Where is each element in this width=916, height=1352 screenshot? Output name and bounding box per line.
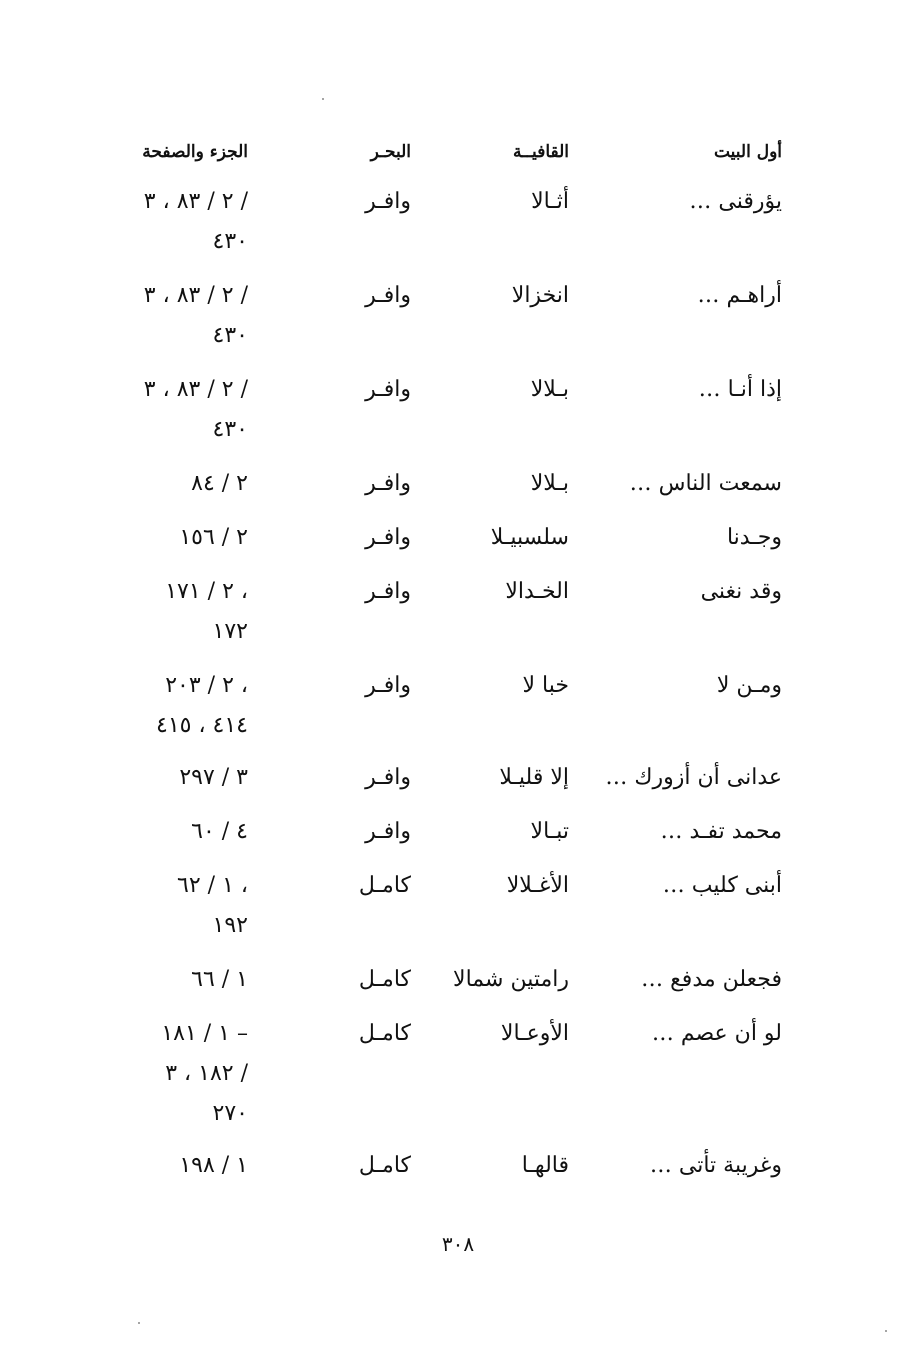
scan-speck — [322, 98, 324, 100]
row-ref: ٢ / ٨٣ ، ٣ / ٤٣٠ — [143, 189, 248, 254]
page-number: ٣٠٨ — [441, 1232, 475, 1256]
table-row — [0, 1146, 916, 1200]
row-rhyme: الأوعـالا — [500, 1021, 569, 1046]
row-meter: وافـر — [365, 765, 411, 790]
row-ref: ٤ / ٦٠ — [191, 819, 248, 844]
table-header — [0, 142, 916, 172]
row-first-verse: محمد تفـد … — [660, 819, 782, 844]
row-meter: وافـر — [365, 283, 411, 308]
row-first-verse: عدانى أن أزورك … — [605, 765, 782, 790]
row-ref: ٢ / ٢٠٣ ، ٤١٤ ، ٤١٥ — [156, 673, 248, 738]
row-first-verse: ومـن لا — [716, 673, 782, 698]
row-rhyme: تبـالا — [530, 819, 569, 844]
table-row — [0, 960, 916, 1014]
row-ref: ٣ / ٢٩٧ — [179, 765, 248, 790]
row-first-verse: أبنى كليب … — [662, 873, 782, 898]
row-meter: وافـر — [365, 471, 411, 496]
table-row — [0, 464, 916, 518]
row-meter: كامـل — [358, 1021, 411, 1046]
row-meter: وافـر — [365, 819, 411, 844]
row-rhyme: رامتين شمالا — [453, 967, 569, 992]
scan-speck — [885, 1330, 887, 1332]
row-meter: وافـر — [365, 377, 411, 402]
header-rhyme: القافيــة — [512, 142, 569, 162]
row-meter: وافـر — [365, 525, 411, 550]
table-row — [0, 182, 916, 276]
header-first-verse: أول البيت — [713, 142, 782, 162]
row-meter: وافـر — [365, 673, 411, 698]
row-meter: كامـل — [358, 1153, 411, 1178]
row-rhyme: قالهـا — [521, 1153, 569, 1178]
table-body — [0, 182, 916, 1200]
table-row — [0, 572, 916, 666]
header-meter: البحـر — [370, 142, 411, 162]
row-rhyme: إلا قليـلا — [499, 765, 569, 790]
row-meter: وافـر — [365, 579, 411, 604]
row-ref: ٢ / ٨٣ ، ٣ / ٤٣٠ — [143, 283, 248, 348]
scan-speck — [138, 1322, 140, 1324]
row-ref: ١ / ١٩٨ — [179, 1153, 248, 1178]
row-ref: ٢ / ٨٤ — [191, 471, 248, 496]
row-rhyme: الأغـلالا — [506, 873, 569, 898]
row-first-verse: سمعت الناس … — [629, 471, 782, 496]
row-rhyme: الخـدالا — [505, 579, 569, 604]
row-ref: ٢ / ١٥٦ — [179, 525, 248, 550]
row-first-verse: أراهـم … — [697, 283, 782, 308]
table-row — [0, 1014, 916, 1146]
row-rhyme: بـلالا — [530, 377, 569, 402]
table-row — [0, 370, 916, 464]
row-ref: ٢ / ١٧١ ، ١٧٢ — [165, 579, 248, 644]
table-row — [0, 758, 916, 812]
row-first-verse: إذا أنـا … — [698, 377, 782, 402]
table-row — [0, 812, 916, 866]
row-first-verse: وغريبة تأتى … — [649, 1153, 782, 1178]
table-row — [0, 276, 916, 370]
row-meter: كامـل — [358, 873, 411, 898]
row-ref: ١ / ٦٦ — [191, 967, 248, 992]
row-first-verse: وقد نغنى — [700, 579, 782, 604]
row-first-verse: لو أن عصم … — [651, 1021, 782, 1046]
row-first-verse: فجعلن مدفع … — [641, 967, 782, 992]
row-meter: وافـر — [365, 189, 411, 214]
row-meter: كامـل — [358, 967, 411, 992]
row-rhyme: بـلالا — [530, 471, 569, 496]
row-rhyme: أثـالا — [531, 189, 569, 214]
row-first-verse: وجـدنا — [726, 525, 782, 550]
row-rhyme: سلسبيـلا — [490, 525, 569, 550]
row-rhyme: خبا لا — [522, 673, 569, 698]
table-row — [0, 866, 916, 960]
row-ref: ٢ / ٨٣ ، ٣ / ٤٣٠ — [143, 377, 248, 442]
table-row — [0, 518, 916, 572]
header-volume-page: الجزء والصفحة — [142, 142, 248, 162]
row-ref: ١ / ١٨١ – ١٨٢ ، ٣ / ٢٧٠ — [161, 1021, 248, 1126]
row-ref: ١ / ٦٢ ، ١٩٢ — [177, 873, 248, 938]
table-row — [0, 666, 916, 758]
row-first-verse: يؤرقنى … — [689, 189, 782, 214]
row-rhyme: انخزالا — [511, 283, 569, 308]
